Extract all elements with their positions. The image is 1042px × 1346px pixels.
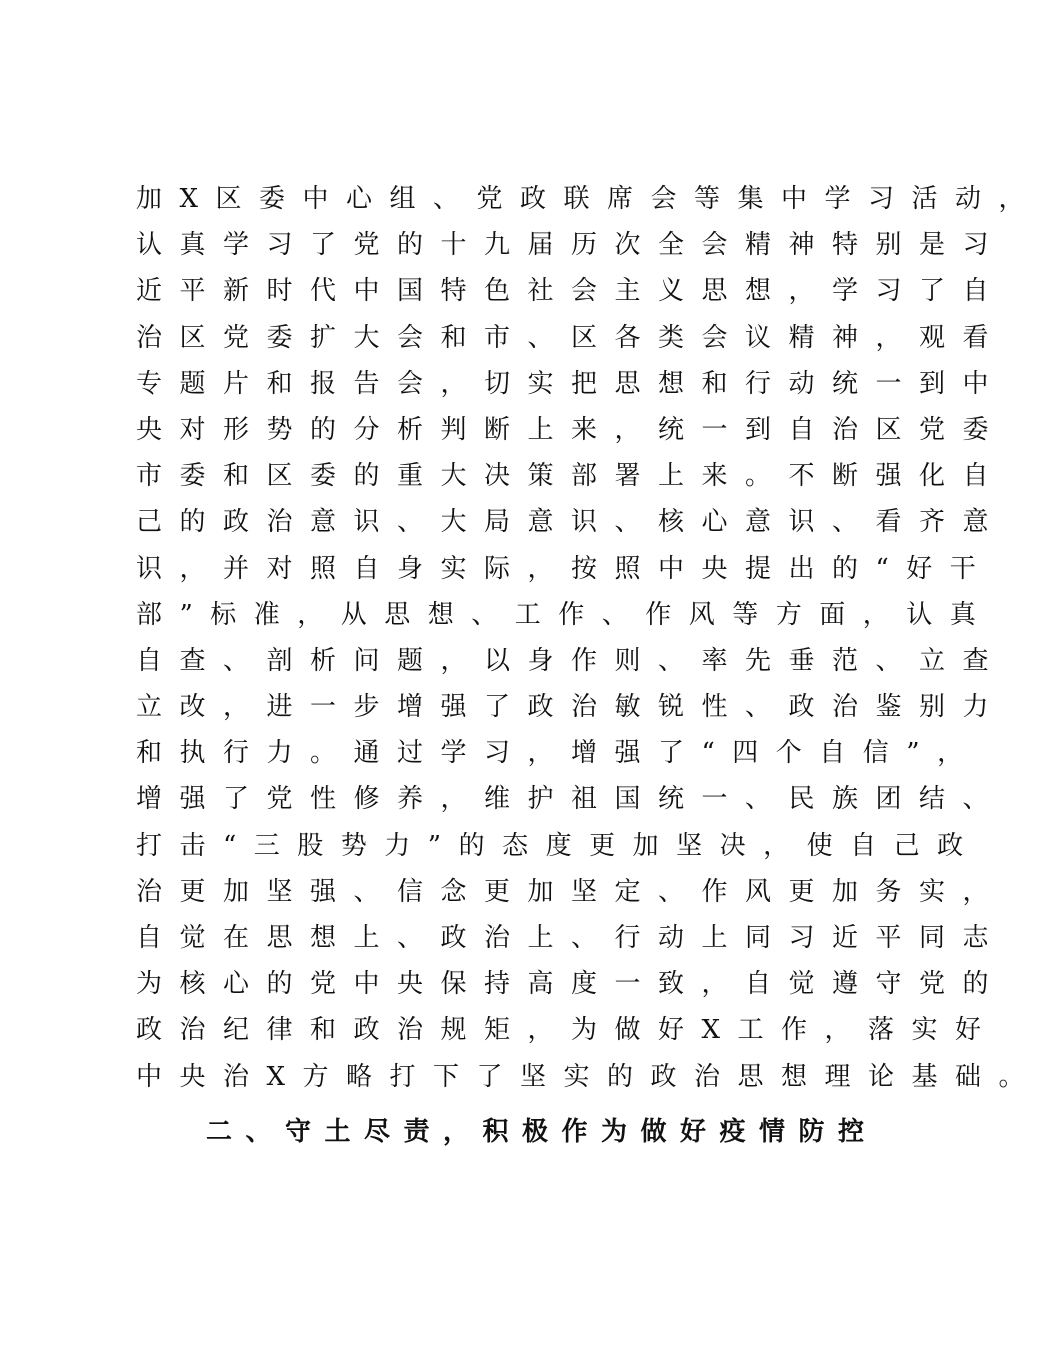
body-paragraph (136, 176, 1042, 1100)
paragraph-line: 央对形势的分析判断上来，统一到自治区党委 (136, 414, 1007, 445)
paragraph-line: 部”标准，从思想、工作、作风等方面，认真 (136, 599, 994, 630)
paragraph-line: 近平新时代中国特色社会主义思想，学习了自 (136, 276, 1007, 307)
paragraph-line: 增强了党性修养，维护祖国统一、民族团结、 (136, 784, 1007, 815)
paragraph-line: 自觉在思想上、政治上、行动上同习近平同志 (136, 923, 1007, 953)
paragraph-line: 中央治X方略打下了坚实的政治思想理论基础。 (136, 1061, 1042, 1092)
paragraph-line: 加X区委中心组、党政联席会等集中学习活动， (136, 184, 1042, 214)
section-heading: 二、守土尽责，积极作为做好疫情防控 (206, 1117, 878, 1147)
paragraph-line: 自查、剖析问题，以身作则、率先垂范、立查 (136, 645, 1007, 676)
paragraph-line: 立改，进一步增强了政治敏锐性、政治鉴别力 (136, 692, 1007, 723)
paragraph-line: 治更加坚强、信念更加坚定、作风更加务实， (136, 876, 1007, 907)
paragraph-line: 己的政治意识、大局意识、核心意识、看齐意 (136, 507, 1007, 538)
paragraph-line: 打击“三股势力”的态度更加坚决，使自己政 (136, 830, 981, 861)
paragraph-line: 为核心的党中央保持高度一致，自觉遵守党的 (136, 969, 1007, 1000)
paragraph-line: 市委和区委的重大决策部署上来。不断强化自 (136, 461, 1007, 492)
paragraph-line: 认真学习了党的十九届历次全会精神特别是习 (136, 230, 1007, 261)
paragraph-line: 和执行力。通过学习，增强了“四个自信”， (136, 738, 981, 769)
paragraph-line: 专题片和报告会，切实把思想和行动统一到中 (136, 368, 1007, 399)
paragraph-line: 识，并对照自身实际，按照中央提出的“好干 (136, 553, 994, 584)
paragraph-line: 政治纪律和政治规矩，为做好X工作，落实好 (136, 1015, 999, 1046)
paragraph-line: 治区党委扩大会和市、区各类会议精神，观看 (136, 322, 1007, 353)
